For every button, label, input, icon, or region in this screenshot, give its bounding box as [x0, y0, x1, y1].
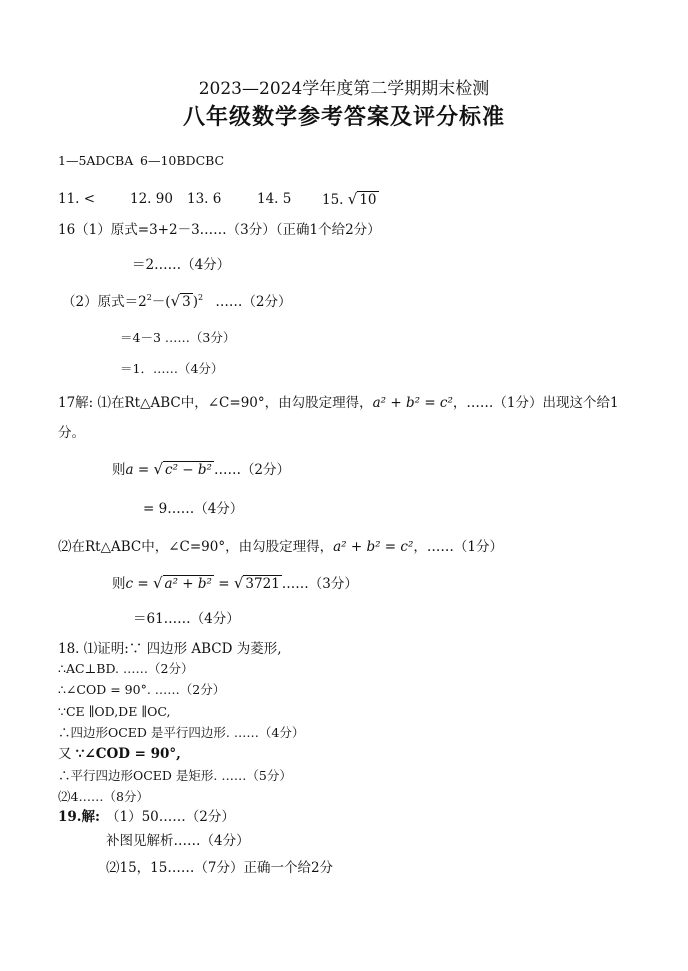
q17-radicand-a: c² − b² [165, 462, 212, 478]
fill-15-label: 15. [322, 192, 344, 208]
q17-line4 [58, 538, 503, 556]
radical-sign: √ [170, 292, 181, 310]
document-subtitle: 八年级数学参考答案及评分标准 [182, 104, 505, 130]
q17-part2-score1: ，……（1分） [413, 539, 503, 555]
q17-line1-cont: 分。 [58, 425, 85, 441]
q19-line2: 补图见解析……（4分） [106, 833, 250, 849]
q18-line4: ∵CE ∥OD,DE ∥OC, [58, 704, 171, 719]
q19-label: 19.解: [58, 809, 100, 825]
q17-line2 [112, 460, 290, 479]
q18-line5: ∴四边形OCED 是平行四边形. ……（4分） [58, 725, 305, 740]
q17-radicand-c: a² + b² [164, 576, 212, 592]
q18-line2: ∴AC⊥BD. ……（2分） [58, 661, 194, 676]
fill-answer-15 [322, 190, 379, 209]
q18-line8: ⑵4……（8分） [58, 789, 149, 804]
q16-radicand: 3 [182, 294, 191, 310]
q16-part2-score: ……（2分） [215, 294, 292, 310]
mc-answers-6-10: 6—10BDCBC [140, 153, 225, 168]
q17-part2-pythagoras: a² + b² = c² [333, 539, 414, 555]
q17-line5 [112, 574, 358, 593]
q16-part2-line1: （2）原式$=2^2-(√$ 3 )$^2$ ……（2分） [62, 292, 292, 310]
q17-var-c: c = [125, 576, 153, 592]
fill-15-radicand: 10 [359, 192, 377, 208]
q17-line6: ＝61……（4分） [133, 611, 240, 627]
q19-line3: ⑵15，15……（7分）正确一个给2分 [106, 860, 334, 876]
q17-score2: ……（2分） [213, 462, 291, 478]
q17-pythagoras: a² + b² = c² [372, 395, 453, 411]
q16-part1-line1: 16（1）原式=3+2－3……（3分）（正确1个给2分） [58, 222, 381, 238]
radical-sign: √ [153, 460, 164, 478]
fill-answer-12: 12. 90 [130, 191, 173, 207]
q16-part2-start: （2）原式＝2 [62, 294, 147, 310]
document-title: 2023—2024学年度第二学期期末检测 [198, 79, 490, 99]
q17-part2-score2: ……（3分） [281, 576, 358, 592]
q16-part2-line2: ＝4－3 ……（3分） [120, 330, 236, 345]
q17-var-a: a = [125, 462, 154, 478]
fill-answer-11: 11. < [58, 191, 96, 207]
mc-answers-1-5: 1—5ADCBA [58, 153, 134, 168]
q17-line3: = 9……（4分） [143, 501, 244, 517]
q16-part2-line3: ＝1．……（4分） [120, 361, 224, 376]
q18-line6 [58, 745, 181, 763]
q17-then: 则 [112, 462, 126, 478]
q17-intro: 17解: ⑴在Rt△ABC中，∠C=90°，由勾股定理得， [58, 395, 373, 411]
q18-line1: 18. ⑴证明:∵ 四边形 ABCD 为菱形, [58, 641, 282, 657]
q17-part2-then: 则 [112, 576, 126, 592]
q18-also: 又 [58, 746, 76, 762]
q18-line7: ∴平行四边形OCED 是矩形. ……（5分） [58, 768, 292, 783]
q17-line1 [58, 394, 619, 412]
q16-part2-mid: －( [151, 294, 171, 310]
radical-sign: √ [233, 574, 244, 592]
fill-answer-14: 14. 5 [257, 191, 292, 207]
q17-score1: ，……（1分）出现这个给1 [452, 395, 619, 411]
q18-line3: ∴∠COD = 90°. ……（2分） [58, 682, 226, 697]
q17-radicand-3721: 3721 [245, 576, 280, 592]
q17-equals: = [213, 576, 234, 592]
radical-sign: √ [152, 574, 163, 592]
q18-angle-given: ∵∠COD = 90°, [75, 746, 181, 762]
radical-sign: √ [347, 190, 358, 208]
q19-line1: （1）50……（2分） [106, 809, 235, 825]
fill-answer-13: 13. 6 [187, 191, 222, 207]
q17-part2-intro: ⑵在Rt△ABC中，∠C=90°，由勾股定理得， [58, 539, 334, 555]
q16-part1-line2: ＝2……（4分） [132, 257, 231, 273]
